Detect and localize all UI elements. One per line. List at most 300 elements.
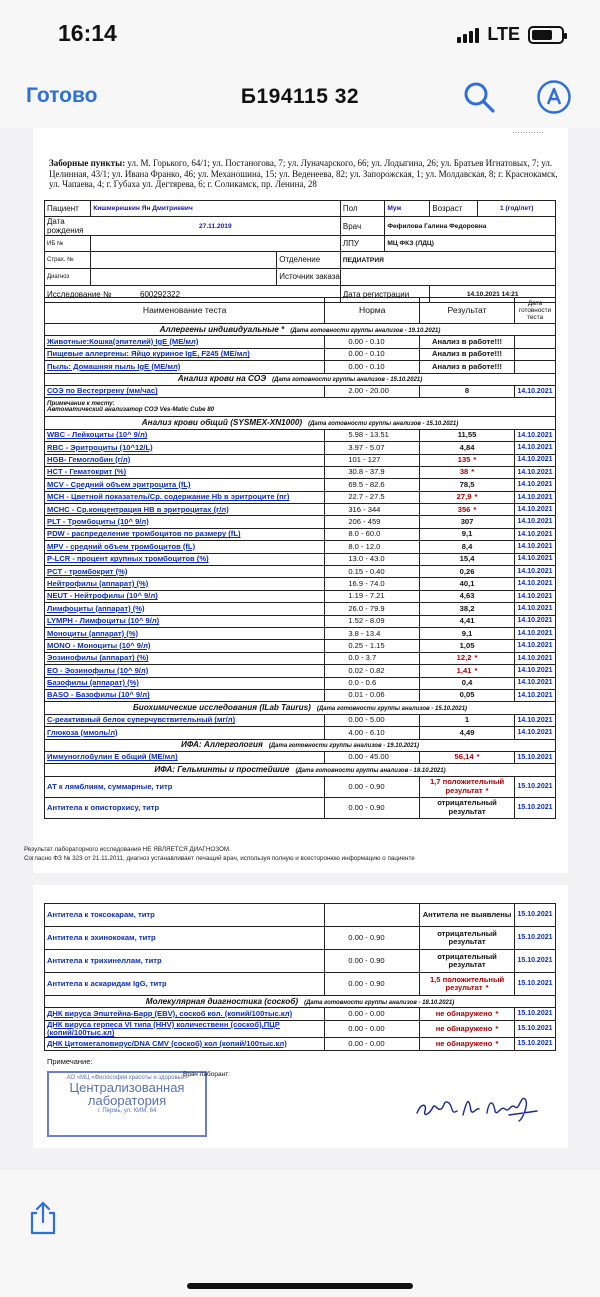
table-row xyxy=(45,590,556,602)
test-date: 14.10.2021 xyxy=(514,385,555,397)
test-name: СОЭ по Вестергрену (мм/час) xyxy=(45,385,325,397)
test-date: 14.10.2021 xyxy=(514,504,555,516)
table-row xyxy=(45,442,556,454)
test-name: LYMPH - Лимфоциты (10^ 9/л) xyxy=(45,615,325,627)
test-norm: 1.52 - 8.09 xyxy=(325,615,420,627)
search-icon[interactable] xyxy=(462,80,496,114)
test-name: RBC - Эритроциты (10^12/L) xyxy=(45,442,325,454)
table-row xyxy=(45,615,556,627)
test-result xyxy=(420,797,515,818)
test-norm: 0.00 - 0.90 xyxy=(325,927,420,950)
bottom-toolbar xyxy=(0,1170,600,1297)
test-date: 15.10.2021 xyxy=(514,751,555,763)
test-date: 15.10.2021 xyxy=(514,904,555,927)
test-norm: 22.7 - 27.5 xyxy=(325,491,420,503)
patient-label: Пациент xyxy=(45,201,91,217)
test-norm: 0.00 - 0.00 xyxy=(325,1020,420,1038)
sex-value: Муж xyxy=(385,201,430,217)
abnormal-flag: * xyxy=(471,467,475,477)
test-result xyxy=(420,665,515,677)
test-date: 14.10.2021 xyxy=(514,714,555,726)
test-date: 15.10.2021 xyxy=(514,1020,555,1038)
result-value: Антитела не выявлены xyxy=(422,909,512,919)
abnormal-flag: * xyxy=(495,1023,499,1033)
status-bar xyxy=(0,0,600,66)
table-row xyxy=(45,361,556,373)
test-name: Антитела к эхинококам, титр xyxy=(45,927,325,950)
test-norm: 0.02 - 0.82 xyxy=(325,665,420,677)
test-name: PCT - тромбокрит (%) xyxy=(45,566,325,578)
document-title: Б194115 32 xyxy=(240,85,360,108)
abnormal-flag: * xyxy=(495,1008,499,1018)
sex-label: Пол xyxy=(340,201,385,217)
nav-bar xyxy=(0,66,600,128)
table-row xyxy=(45,714,556,726)
test-name: BASO - Базофилы (10^ 9/л) xyxy=(45,689,325,701)
test-result xyxy=(420,516,515,528)
test-result xyxy=(420,504,515,516)
result-value: 15,4 xyxy=(459,554,475,564)
results-table-1 xyxy=(44,297,556,819)
test-norm: 16.9 - 74.0 xyxy=(325,578,420,590)
table-row xyxy=(45,640,556,652)
section-header xyxy=(45,702,556,714)
test-name: Животные:Кошка(эпителий) IgE (МЕ/мл) xyxy=(45,336,325,348)
test-comment xyxy=(45,398,556,417)
test-norm: 2.00 - 20.00 xyxy=(325,385,420,397)
section-header xyxy=(45,324,556,336)
test-norm: 0.00 - 45.00 xyxy=(325,751,420,763)
abnormal-flag: * xyxy=(476,752,480,762)
dob-value: 27.11.2019 xyxy=(91,217,341,236)
result-value: 38 xyxy=(459,467,469,477)
test-result xyxy=(420,442,515,454)
reg-label: Дата регистрации xyxy=(340,286,429,303)
section-ready-date: (Дата готовности группы анализов - 18.10.2021) xyxy=(304,999,455,1006)
test-date: 14.10.2021 xyxy=(514,516,555,528)
result-value: 78,5 xyxy=(459,479,475,489)
test-result xyxy=(420,973,515,996)
test-date: 14.10.2021 xyxy=(514,442,555,454)
test-date xyxy=(514,361,555,373)
section-ready-date: (Дата готовности группы анализов - 15.10.2021) xyxy=(272,377,423,384)
document-page-2 xyxy=(33,885,568,1148)
abnormal-flag: * xyxy=(474,653,478,663)
test-date: 14.10.2021 xyxy=(514,590,555,602)
table-row xyxy=(45,1020,556,1038)
page-header-fragment: ………… xyxy=(512,126,544,135)
test-name: ДНК вируса герпеса VI типа (HHV) количественн (соскоб),ПЦР (копий/100тыс.кл) xyxy=(45,1020,325,1038)
test-name: АТ к лямблиям, суммарные, титр xyxy=(45,776,325,797)
lab-doctor-label: Врач лаборант: xyxy=(183,1071,230,1078)
status-indicators xyxy=(457,24,564,45)
table-row xyxy=(45,491,556,503)
section-header xyxy=(45,739,556,751)
table-row xyxy=(45,751,556,763)
test-norm: 30.8 - 37.9 xyxy=(325,466,420,478)
result-value: Анализ в работе!!! xyxy=(432,349,503,359)
home-indicator xyxy=(187,1283,413,1289)
result-value: 4,84 xyxy=(459,442,475,452)
table-row xyxy=(45,797,556,818)
section-title: Молекулярная диагностика (соскоб) xyxy=(145,996,299,1006)
table-row xyxy=(45,429,556,441)
test-norm: 0.00 - 0.00 xyxy=(325,1038,420,1050)
test-norm: 8.0 - 60.0 xyxy=(325,528,420,540)
test-date: 14.10.2021 xyxy=(514,429,555,441)
table-row xyxy=(45,665,556,677)
patient-name: Кишмерешкин Ян Дмитриевич xyxy=(91,201,341,217)
test-result xyxy=(420,727,515,739)
test-name: P-LCR - процент крупных тромбоцитов (%) xyxy=(45,553,325,565)
result-value: 9,1 xyxy=(461,529,473,539)
test-name: Базофилы (аппарат) (%) xyxy=(45,677,325,689)
result-value: 40,1 xyxy=(459,578,475,588)
test-norm: 0.00 - 0.90 xyxy=(325,973,420,996)
abnormal-flag: * xyxy=(474,492,478,502)
result-value: 0,26 xyxy=(459,566,475,576)
header-test-name: Наименование теста xyxy=(45,298,325,324)
stamp-line-2: Централизованная лаборатория xyxy=(69,1080,185,1108)
test-norm: 101 - 127 xyxy=(325,454,420,466)
test-date: 15.10.2021 xyxy=(514,973,555,996)
result-value: 1,41 xyxy=(456,665,472,675)
section-title: ИФА: Гельминты и простейшие xyxy=(154,765,290,775)
result-value: 56,14 xyxy=(454,752,474,762)
result-value: 135 xyxy=(457,455,471,465)
test-result xyxy=(420,361,515,373)
section-title: Биохимические исследования (ILab Taurus) xyxy=(132,703,311,713)
test-norm: 0.00 - 0.90 xyxy=(325,797,420,818)
study-value: 600292322 xyxy=(140,289,181,299)
test-name: HCT - Гематокрит (%) xyxy=(45,466,325,478)
doctor-label: Врач xyxy=(340,217,385,236)
test-name: HGB- Гемоглобин (г/л) xyxy=(45,454,325,466)
test-date: 14.10.2021 xyxy=(514,627,555,639)
test-result xyxy=(420,1038,515,1050)
reg-value: 14.10.2021 14:21 xyxy=(430,286,556,303)
test-date: 14.10.2021 xyxy=(514,553,555,565)
table-row xyxy=(45,1008,556,1020)
test-result xyxy=(420,466,515,478)
result-value: отрицательный результат xyxy=(437,798,497,816)
battery-icon xyxy=(528,26,564,44)
section-title: Аллергены индивидуальные * xyxy=(159,324,285,334)
test-date: 15.10.2021 xyxy=(514,927,555,950)
test-norm: 0.00 - 5.00 xyxy=(325,714,420,726)
test-date: 14.10.2021 xyxy=(514,640,555,652)
test-result xyxy=(420,714,515,726)
test-norm: 4.00 - 6.10 xyxy=(325,727,420,739)
result-value: не обнаружено xyxy=(435,1008,493,1018)
section-title: Анализ крови на СОЭ xyxy=(177,374,267,384)
test-date: 15.10.2021 xyxy=(514,776,555,797)
results-table-2 xyxy=(44,903,556,1051)
doctor-value: Фефилова Галина Федоровна xyxy=(385,217,556,236)
test-name: Иммуноглобулин E общий (МЕ/мл) xyxy=(45,751,325,763)
dept-label: Отделение xyxy=(279,255,321,264)
source-label: Источник заказа xyxy=(279,272,340,281)
test-norm: 26.0 - 79.9 xyxy=(325,603,420,615)
section-title: Анализ крови общий (SYSMEX-XN1000) xyxy=(141,418,303,428)
result-value: 8 xyxy=(464,386,470,396)
test-norm: 13.0 - 43.0 xyxy=(325,553,420,565)
table-row xyxy=(45,927,556,950)
test-date: 14.10.2021 xyxy=(514,566,555,578)
signal-icon xyxy=(457,27,479,43)
table-row xyxy=(45,348,556,360)
age-value: 1 (год/лет) xyxy=(478,201,556,217)
result-value: 356 xyxy=(457,504,471,514)
document-page-1 xyxy=(24,126,568,873)
collection-points xyxy=(49,158,559,190)
collection-points-text: ул. М. Горького, 64/1; ул. Постаногова, 7; ул. Луначарского, 66; ул. Лодыгина, 26; ул. Братьев Игнатовых, 7; ул. Целинная, 43/1; ул. Ивана Франко, 46; ул. Механошина, 15; ул. Веденеева, 82; ул. Запорожская, 1; ул. Молдавская, 8; г. Краснокамск, ул. Чапаева, 4; г. Губаха ул. Дегтярева, 6; г. Соликамск, пр. Ленина, 28 xyxy=(49,158,558,189)
header-norm: Норма xyxy=(325,298,420,324)
test-date: 14.10.2021 xyxy=(514,528,555,540)
collection-points-label: Заборные пункты: xyxy=(49,158,126,168)
test-date: 14.10.2021 xyxy=(514,479,555,491)
table-row xyxy=(45,904,556,927)
section-ready-date: (Дата готовности группы анализов - 19.10.2021) xyxy=(290,327,441,334)
test-norm: 8.0 - 12.0 xyxy=(325,541,420,553)
table-row xyxy=(45,516,556,528)
test-result xyxy=(420,553,515,565)
test-date: 15.10.2021 xyxy=(514,1038,555,1050)
table-row xyxy=(45,578,556,590)
result-value: 307 xyxy=(460,516,474,526)
result-value: 1 xyxy=(464,715,470,725)
table-row xyxy=(45,553,556,565)
test-date xyxy=(514,336,555,348)
test-name: Антитела к описторхису, титр xyxy=(45,797,325,818)
test-norm: 0.00 - 0.10 xyxy=(325,348,420,360)
test-date: 14.10.2021 xyxy=(514,454,555,466)
table-row xyxy=(45,541,556,553)
test-date: 15.10.2021 xyxy=(514,797,555,818)
result-value: Анализ в работе!!! xyxy=(432,336,503,346)
result-value: 1,7 положительный результат xyxy=(429,777,505,795)
result-value: 11,55 xyxy=(457,430,477,440)
abnormal-flag: * xyxy=(473,455,477,465)
section-header xyxy=(45,764,556,776)
result-value: Анализ в работе!!! xyxy=(432,361,503,371)
signature-image xyxy=(413,1085,543,1125)
test-result xyxy=(420,566,515,578)
test-result xyxy=(420,590,515,602)
test-result xyxy=(420,689,515,701)
page2-note-label: Примечание: xyxy=(47,1057,93,1066)
test-name: NEUT - Нейтрофилы (10^ 9/л) xyxy=(45,590,325,602)
test-result xyxy=(420,541,515,553)
test-name: Антитела к трихинеллам, титр xyxy=(45,950,325,973)
test-name: MCHC - Ср.концентрация HB в эритроцитах (г/л) xyxy=(45,504,325,516)
lab-stamp xyxy=(47,1071,207,1137)
test-result xyxy=(420,904,515,927)
test-date: 15.10.2021 xyxy=(514,1008,555,1020)
result-value: 1,05 xyxy=(459,640,475,650)
test-result xyxy=(420,640,515,652)
test-norm: 0.00 - 0.90 xyxy=(325,776,420,797)
result-value: 4,41 xyxy=(459,616,475,626)
result-value: 8,4 xyxy=(461,541,473,551)
lpu-label: ЛПУ xyxy=(340,236,385,252)
test-name: MCH - Цветной показатель/Ср. содержание Hb в эритроците (пг) xyxy=(45,491,325,503)
diag-label: Диагноз xyxy=(45,269,91,286)
table-row xyxy=(45,727,556,739)
section-title: ИФА: Аллергология xyxy=(181,740,263,750)
test-date: 14.10.2021 xyxy=(514,677,555,689)
section-ready-date: (Дата готовности группы анализов - 19.10.2021) xyxy=(268,743,419,750)
stamp-line-3: г. Пермь, ул. КИМ, 64 xyxy=(97,1108,157,1114)
test-norm: 5.98 - 13.51 xyxy=(325,429,420,441)
test-result xyxy=(420,336,515,348)
table-row xyxy=(45,466,556,478)
result-value: 38,2 xyxy=(459,603,475,613)
test-name: PDW - распределение тромбоцитов по размеру (fL) xyxy=(45,528,325,540)
done-button[interactable]: Готово xyxy=(26,84,98,107)
table-row xyxy=(45,566,556,578)
test-name: С-реактивный белок суперчувствительный (мг/л) xyxy=(45,714,325,726)
result-value: не обнаружено xyxy=(435,1038,493,1048)
test-name: ДНК вируса Эпштейна-Барр (EBV), соскоб кол. (копий/100тыс.кл) xyxy=(45,1008,325,1020)
test-norm: 0.0 - 3.7 xyxy=(325,652,420,664)
markup-icon[interactable] xyxy=(536,79,572,115)
result-value: не обнаружено xyxy=(435,1023,493,1033)
table-row xyxy=(45,504,556,516)
test-result xyxy=(420,776,515,797)
dept-value: ПЕДИАТРИЯ xyxy=(340,252,555,269)
stamp-line-1: АО «МЦ «Философия красоты и здоровья» xyxy=(66,1075,188,1081)
test-result xyxy=(420,615,515,627)
table-row xyxy=(45,776,556,797)
header-result: Результат xyxy=(420,298,515,324)
table-row xyxy=(45,950,556,973)
test-name: ДНК Цитомегаловирус/DNA CMV (соскоб) кол (копий/100тыс.кл) xyxy=(45,1038,325,1050)
section-ready-date: (Дата готовности группы анализов - 15.10.2021) xyxy=(316,706,468,713)
test-name: Эозинофилы (аппарат) (%) xyxy=(45,652,325,664)
table-row xyxy=(45,627,556,639)
test-norm: 3.97 - 5.07 xyxy=(325,442,420,454)
test-date: 14.10.2021 xyxy=(514,665,555,677)
test-name: Антитела к аскаридам IgG, титр xyxy=(45,973,325,996)
test-norm: 1.19 - 7.21 xyxy=(325,590,420,602)
table-row xyxy=(45,603,556,615)
result-value: 12,2 xyxy=(456,653,472,663)
study-label: Исследование № xyxy=(47,289,112,299)
test-name: Лимфоциты (аппарат) (%) xyxy=(45,603,325,615)
abnormal-flag: * xyxy=(473,504,477,514)
table-row xyxy=(45,528,556,540)
section-header xyxy=(45,373,556,385)
abnormal-flag: * xyxy=(474,665,478,675)
test-result xyxy=(420,528,515,540)
test-norm: 0.0 - 0.6 xyxy=(325,677,420,689)
test-name: EO - Эозинофилы (10^ 9/л) xyxy=(45,665,325,677)
header-date: Дата готовности теста xyxy=(514,298,555,324)
test-name: Моноциты (аппарат) (%) xyxy=(45,627,325,639)
test-norm: 69.5 - 82.6 xyxy=(325,479,420,491)
result-value: 1,5 положительный результат xyxy=(429,974,505,992)
test-date: 14.10.2021 xyxy=(514,689,555,701)
result-value: 0,05 xyxy=(459,690,475,700)
test-name: MONO - Моноциты (10^ 9/л) xyxy=(45,640,325,652)
test-result xyxy=(420,385,515,397)
disclaimer-line-1: Результат лабораторного исследования НЕ ЯВЛЯЕТСЯ ДИАГНОЗОМ. xyxy=(24,846,231,853)
dob-label: Дата рождения xyxy=(45,217,91,236)
disclaimer xyxy=(24,846,559,863)
policy-label: Страх. № xyxy=(45,252,91,269)
test-result xyxy=(420,603,515,615)
test-norm xyxy=(325,904,420,927)
disclaimer-line-2: Согласно ФЗ № 323 от 21.11.2011, диагноз устанавливает лечащий врач, используя полную и всесторонюю информацию о пациенте xyxy=(24,854,415,862)
test-result xyxy=(420,1020,515,1038)
test-date: 14.10.2021 xyxy=(514,578,555,590)
test-date: 14.10.2021 xyxy=(514,727,555,739)
test-name: Пыль: Домашняя пыль IgE (МЕ/мл) xyxy=(45,361,325,373)
section-ready-date: (Дата готовности группы анализов - 18.10.2021) xyxy=(295,768,446,775)
test-date: 14.10.2021 xyxy=(514,652,555,664)
test-result xyxy=(420,429,515,441)
test-result xyxy=(420,1008,515,1020)
test-result xyxy=(420,950,515,973)
result-value: 4,63 xyxy=(459,591,475,601)
test-result xyxy=(420,578,515,590)
test-result xyxy=(420,348,515,360)
table-row xyxy=(45,973,556,996)
test-norm: 0.00 - 0.00 xyxy=(325,1008,420,1020)
ib-label: ИБ № xyxy=(45,236,91,252)
test-result xyxy=(420,479,515,491)
test-norm: 0.15 - 0.40 xyxy=(325,566,420,578)
status-time: 16:14 xyxy=(58,20,117,46)
result-value: отрицательный результат xyxy=(437,951,497,969)
result-value: 9,1 xyxy=(461,628,473,638)
test-name: Пищевые аллергены: Яйцо куриное IgE, F245 (МЕ/мл) xyxy=(45,348,325,360)
test-date xyxy=(514,348,555,360)
test-result xyxy=(420,627,515,639)
patient-info-table xyxy=(44,200,556,303)
test-name: WBC - Лейкоциты (10^ 9/л) xyxy=(45,429,325,441)
table-row xyxy=(45,385,556,397)
result-value: 4,49 xyxy=(459,727,475,737)
test-comment-text: Примечание к тесту: Автоматический анализатор СОЭ Ves-Matic Cube 80 xyxy=(45,398,556,417)
test-norm: 0.00 - 0.10 xyxy=(325,361,420,373)
section-header xyxy=(45,417,556,429)
table-row xyxy=(45,652,556,664)
test-norm: 0.01 - 0.06 xyxy=(325,689,420,701)
result-value: отрицательный результат xyxy=(437,928,497,946)
table-row xyxy=(45,336,556,348)
test-norm: 0.25 - 1.15 xyxy=(325,640,420,652)
table-row xyxy=(45,677,556,689)
result-value: 27,9 xyxy=(456,492,472,502)
test-date: 14.10.2021 xyxy=(514,491,555,503)
table-row xyxy=(45,1038,556,1050)
share-icon[interactable] xyxy=(28,1200,58,1236)
abnormal-flag: * xyxy=(485,983,489,992)
test-result xyxy=(420,927,515,950)
table-row xyxy=(45,689,556,701)
test-date: 14.10.2021 xyxy=(514,615,555,627)
result-value: 0,4 xyxy=(461,678,473,688)
test-name: Глюкоза (ммоль/л) xyxy=(45,727,325,739)
test-result xyxy=(420,751,515,763)
test-result xyxy=(420,677,515,689)
section-header xyxy=(45,996,556,1008)
table-row xyxy=(45,454,556,466)
test-name: Антитела к токсокарам, титр xyxy=(45,904,325,927)
test-date: 15.10.2021 xyxy=(514,950,555,973)
